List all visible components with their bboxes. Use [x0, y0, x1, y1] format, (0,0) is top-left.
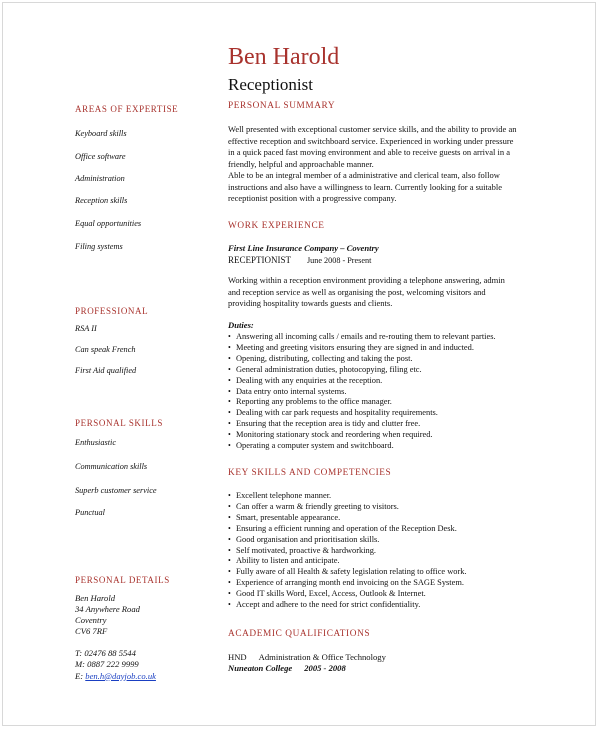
list-item: • Experience of arranging month end invoicing on the SAGE System. [228, 578, 528, 589]
detail-telephone: T: 02476 88 5544 [75, 648, 136, 659]
detail-address-line1: 34 Anywhere Road [75, 604, 140, 615]
email-prefix: E: [75, 670, 86, 681]
college-row [228, 663, 346, 673]
email-link[interactable]: ben.h@dayjob.co.uk [85, 670, 156, 681]
list-item: • Accept and adhere to the need for strict confidentiality. [228, 600, 528, 611]
job-description: Working within a reception environment providing a telephone answering, admin and reception service as well as organising the post, welcoming visitors and providing hospitality towards guests and clients. [228, 275, 505, 308]
detail-email-row [75, 671, 156, 682]
expertise-item: Equal opportunities [75, 219, 142, 228]
list-item: • Ensuring that the reception area is tidy and clutter free. [228, 419, 528, 430]
personal-details [75, 593, 156, 682]
list-item: • Opening, distributing, collecting and taking the post. [228, 354, 528, 365]
professional-item: First Aid qualified [75, 366, 137, 375]
expertise-item: Administration [75, 174, 125, 183]
qualification: HND [228, 652, 247, 662]
personal-skill-item: Communication skills [75, 462, 148, 471]
list-item: • Self motivated, proactive & hardworking. [228, 546, 528, 557]
duties-list [228, 332, 528, 452]
education-heading: ACADEMIC QUALIFICATIONS [228, 629, 371, 639]
list-item: • Answering all incoming calls / emails and re-routing them to relevant parties. [228, 332, 528, 343]
detail-name: Ben Harold [75, 593, 116, 603]
summary-text [228, 124, 518, 205]
list-item: • Operating a computer system and switchboard. [228, 441, 528, 452]
list-item: • Reporting any problems to the office manager. [228, 397, 528, 408]
expertise-item: Filing systems [75, 242, 123, 251]
professional-heading: PROFESSIONAL [75, 306, 149, 316]
list-item: • Can offer a warm & friendly greeting to visitors. [228, 502, 528, 513]
detail-address-line2: Coventry [75, 615, 107, 626]
summary-paragraph-1: Well presented with exceptional customer service skills, and the ability to provide an effective reception and switchboard service. Experienced in working under pressure in a quick paced fast moving environment and able to receive guests on arrival in a friendly, helpful and approachable manner. [228, 124, 517, 169]
list-item: • Good organisation and prioritisation skills. [228, 535, 528, 546]
personal-skill-item: Enthusiastic [75, 438, 117, 447]
college-years: 2005 - 2008 [304, 663, 346, 673]
resume-name: Ben Harold [228, 44, 340, 70]
list-item: • Monitoring stationary stock and reordering when required. [228, 430, 528, 441]
expertise-item: Office software [75, 152, 126, 161]
skills-heading: KEY SKILLS AND COMPETENCIES [228, 468, 392, 478]
expertise-item: Keyboard skills [75, 129, 127, 138]
expertise-item: Reception skills [75, 196, 128, 205]
list-item: • Ability to listen and anticipate. [228, 556, 528, 567]
professional-item: Can speak French [75, 345, 136, 354]
personal-skill-item: Punctual [75, 508, 105, 517]
job-company: First Line Insurance Company – Coventry [228, 243, 379, 253]
list-item: • Fully aware of all Health & safety legislation relating to office work. [228, 567, 528, 578]
job-dates: June 2008 - Present [307, 256, 372, 265]
detail-postcode: CV6 7RF [75, 626, 108, 637]
resume-role: Receptionist [228, 75, 313, 94]
job-title: RECEPTIONIST [228, 255, 291, 265]
list-item: • Good IT skills Word, Excel, Access, Outlook & Internet. [228, 589, 528, 600]
list-item: • Smart, presentable appearance. [228, 513, 528, 524]
detail-mobile: M: 0887 222 9999 [75, 659, 139, 670]
list-item: • Dealing with any enquiries at the reception. [228, 376, 528, 387]
expertise-heading: AREAS OF EXPERTISE [75, 104, 179, 114]
qualification-subject: Administration & Office Technology [258, 652, 386, 662]
list-item: • General administration duties, photocopying, filing etc. [228, 365, 528, 376]
summary-paragraph-2: Able to be an integral member of a administrative and clerical team, also follow instructions and also have a willingness to learn. Currently looking for a suitable receptionist position with a progressive company. [228, 170, 503, 203]
personal-skills-heading: PERSONAL SKILLS [75, 418, 163, 428]
skills-list [228, 491, 528, 611]
duties-label: Duties: [228, 320, 254, 330]
experience-heading: WORK EXPERIENCE [228, 221, 325, 231]
list-item: • Meeting and greeting visitors ensuring they are signed in and inducted. [228, 343, 528, 354]
college-name: Nuneaton College [228, 663, 293, 673]
list-item: • Ensuring a efficient running and operation of the Reception Desk. [228, 524, 528, 535]
personal-details-heading: PERSONAL DETAILS [75, 575, 170, 585]
qualification-row [228, 652, 386, 662]
list-item: • Excellent telephone manner. [228, 491, 528, 502]
personal-skill-item: Superb customer service [75, 486, 157, 495]
job-title-row [228, 255, 371, 265]
list-item: • Dealing with car park requests and hospitality requirements. [228, 408, 528, 419]
professional-item: RSA II [75, 324, 97, 333]
summary-heading: PERSONAL SUMMARY [228, 101, 336, 111]
list-item: • Data entry onto internal systems. [228, 387, 528, 398]
